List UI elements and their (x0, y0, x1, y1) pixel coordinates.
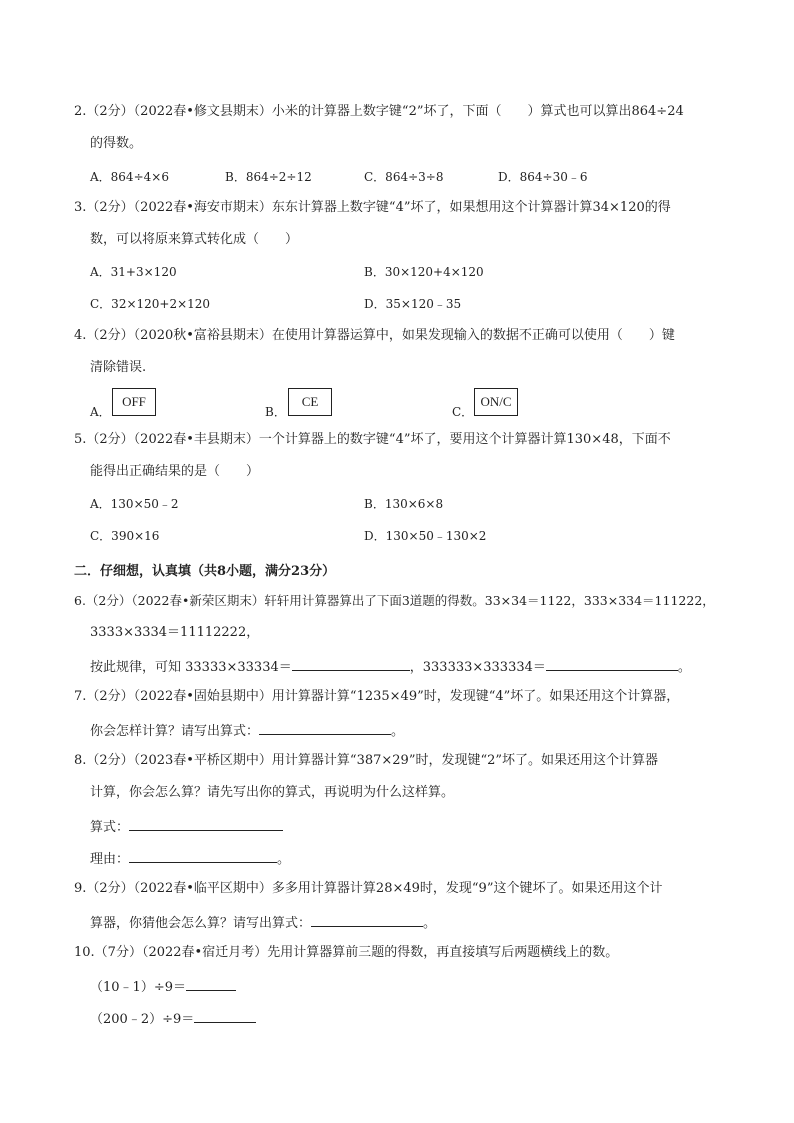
q2-stem-line2: 的得数。 (90, 136, 143, 151)
q3-stem-line2: 数，可以将原来算式转化成（ ） (90, 232, 299, 247)
off-key-button[interactable]: OFF (112, 388, 156, 416)
q2-option-d[interactable]: D．864÷30﹣6 (498, 170, 588, 184)
q9-answer-blank[interactable] (311, 913, 423, 927)
q2-option-a[interactable]: A．864÷4×6 (90, 170, 169, 184)
q7-prompt: 你会怎样计算？请写出算式： (90, 724, 260, 739)
q5-option-d[interactable]: D．130×50﹣130×2 (364, 529, 487, 543)
q6-prefix: 按此规律，可知 33333×33334＝ (90, 660, 292, 675)
q6-answer-blank-2[interactable] (546, 657, 678, 671)
q9-stem-line2 (90, 913, 436, 932)
q6-answer-blank-1[interactable] (292, 657, 410, 671)
q4-option-a-label: A． (90, 405, 111, 419)
q8-reason-blank[interactable] (129, 849, 277, 863)
q4-stem-line2: 清除错误. (90, 360, 147, 375)
q8-stem-line1: 8.（2分）（2023春•平桥区期中）用计算器计算“387×29”时，发现键“2”坏了。如果还用这个计算器 (74, 753, 659, 768)
q3-stem-line1: 3.（2分）（2022春•海安市期末）东东计算器上数字键“4”坏了，如果想用这个计算器计算34×120的得 (74, 200, 671, 215)
q10-expr-1-blank[interactable] (186, 977, 236, 991)
ce-key-button[interactable]: CE (288, 388, 332, 416)
q9-stem-line1: 9.（2分）（2022春•临平区期中）多多用计算器计算28×49时，发现“9”这个键坏了。如果还用这个计 (74, 881, 663, 896)
q7-answer-blank[interactable] (259, 721, 391, 735)
q10-expr-2-text: （200﹣2）÷9＝ (90, 1012, 195, 1027)
q3-option-b[interactable]: B．30×120+4×120 (364, 265, 484, 279)
q2-stem-line1: 2.（2分）（2022春•修文县期末）小米的计算器上数字键“2”坏了，下面（ ）算式也可以算出864÷24 (74, 104, 684, 119)
q9-prompt: 算器，你猜他会怎么算？请写出算式： (90, 916, 312, 931)
q8-reason-end: 。 (277, 852, 291, 867)
q8-reason-label: 理由： (90, 852, 130, 867)
q5-option-c[interactable]: C．390×16 (90, 529, 160, 543)
q6-middle: ，333333×333334＝ (409, 660, 546, 675)
on-c-key-button[interactable]: ON/C (474, 388, 518, 416)
q6-stem-line1: 6.（2分）（2022春•新荣区期末）轩轩用计算器算出了下面3道题的得数。33×34＝1122，333×334＝111222， (74, 593, 715, 608)
q8-formula-blank[interactable] (129, 817, 283, 831)
q6-stem-line3 (90, 657, 691, 676)
q7-stem-line2 (90, 721, 404, 740)
q7-end: 。 (391, 724, 405, 739)
q5-stem-line1: 5.（2分）（2022春•丰县期末）一个计算器上的数字键“4”坏了，要用这个计算器计算130×48，下面不 (74, 432, 671, 447)
q2-option-b[interactable]: B．864÷2÷12 (225, 170, 312, 184)
q5-stem-line2: 能得出正确结果的是（ ） (90, 464, 260, 479)
q6-suffix: 。 (677, 660, 691, 675)
q10-expr-2-blank[interactable] (194, 1009, 256, 1023)
q6-stem-line2: 3333×3334＝11112222， (90, 625, 260, 640)
q5-option-b[interactable]: B．130×6×8 (364, 497, 444, 511)
q4-option-c-label: C． (452, 405, 474, 419)
q2-option-c[interactable]: C．864÷3÷8 (364, 170, 444, 184)
q10-expr-1 (90, 977, 236, 996)
section-2-heading: 二．仔细想，认真填（共8小题，满分23分） (74, 564, 336, 579)
q10-expr-2 (90, 1009, 256, 1028)
q4-option-b-label: B． (265, 405, 286, 419)
q8-formula-label: 算式： (90, 820, 130, 835)
q5-option-a[interactable]: A．130×50﹣2 (90, 497, 179, 511)
q3-option-a[interactable]: A．31+3×120 (90, 265, 177, 279)
q7-stem-line1: 7.（2分）（2022春•固始县期中）用计算器计算“1235×49”时，发现键“4”坏了。如果还用这个计算器， (74, 689, 680, 704)
q8-stem-line2: 计算，你会怎么算？请先写出你的算式，再说明为什么这样算。 (90, 785, 455, 800)
q8-formula-line (90, 817, 283, 836)
q3-option-c[interactable]: C．32×120+2×120 (90, 297, 211, 311)
q4-stem-line1: 4.（2分）（2020秋•富裕县期末）在使用计算器运算中，如果发现输入的数据不正确可以使用（ ）键 (74, 328, 675, 343)
q10-stem-line1: 10.（7分）（2022春•宿迁月考）先用计算器算前三题的得数，再直接填写后两题横线上的数。 (74, 945, 619, 960)
q10-expr-1-text: （10﹣1）÷9＝ (90, 980, 186, 995)
q9-end: 。 (423, 916, 437, 931)
q3-option-d[interactable]: D．35×120﹣35 (364, 297, 462, 311)
q8-reason-line (90, 849, 290, 868)
